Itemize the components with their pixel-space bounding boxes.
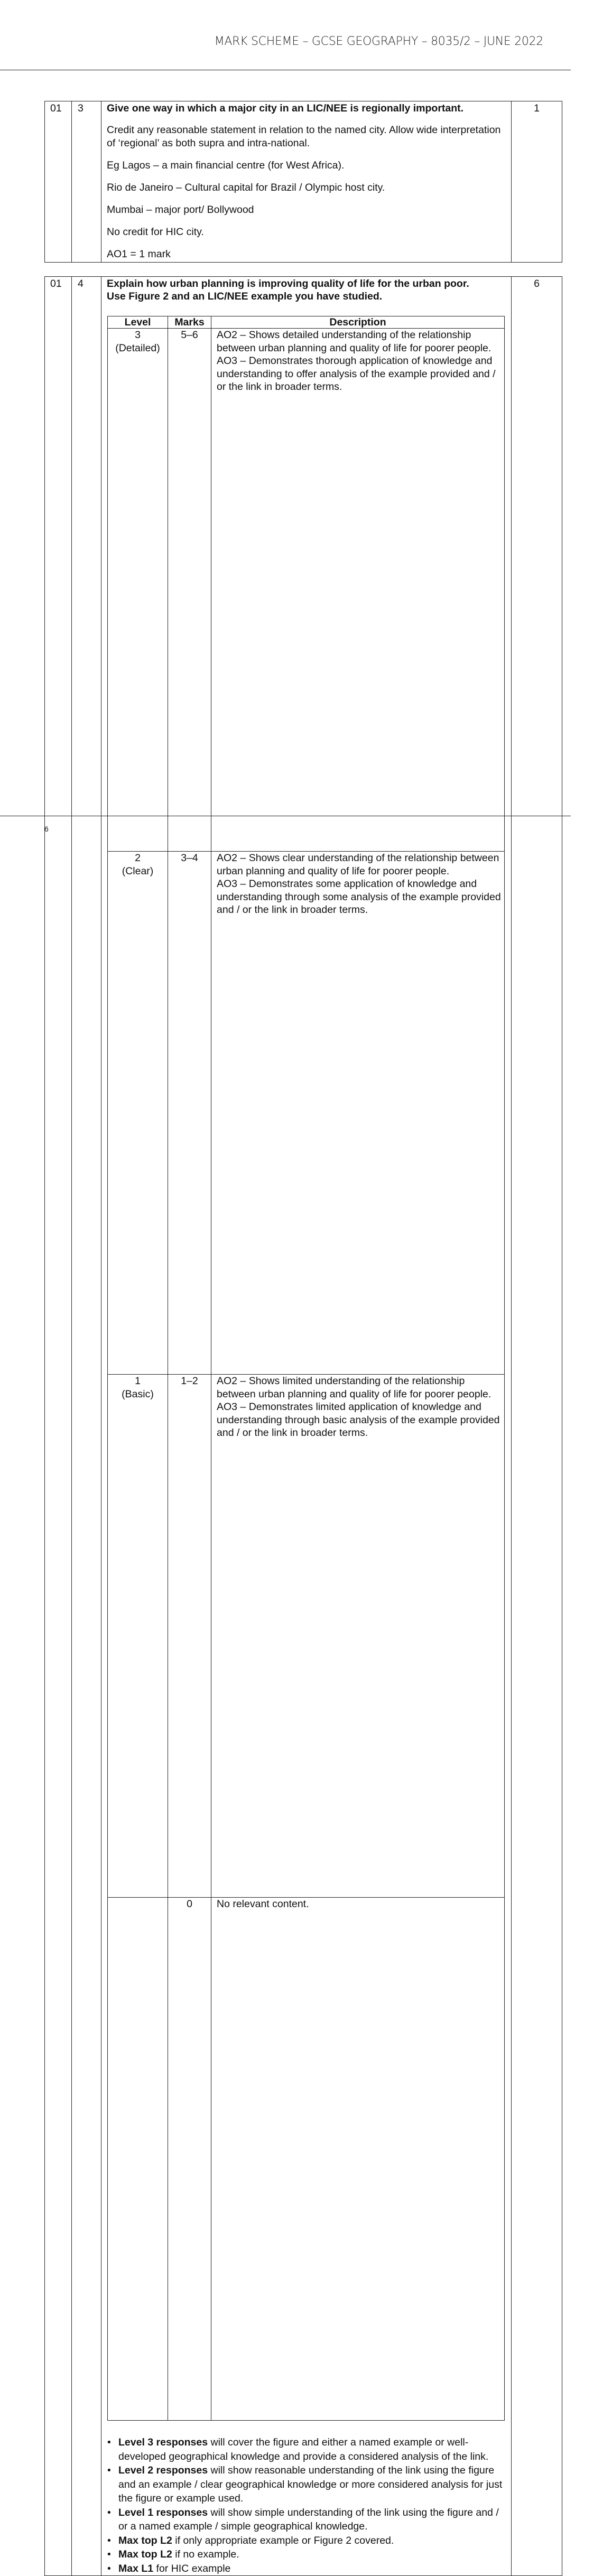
level-row-0 [108,1898,505,2421]
marking-note [107,2463,506,2506]
marking-note [107,2547,506,2562]
example-mumbai: Mumbai – major port/ Bollywood [107,204,254,216]
no-credit-note: No credit for HIC city. [107,226,204,238]
question-01-3-table [44,101,562,263]
level-ao3: AO3 – Demonstrates thorough application of knowledge and understanding to offer analysis of the example provided and / or the link in broader terms. [217,355,496,393]
marking-note [107,2506,506,2534]
question-marks: 1 [512,101,562,263]
level-marks: 5–6 [168,329,211,852]
header-description: Description [211,316,505,329]
level-row-1 [108,1375,505,1898]
question-title: Give one way in which a major city in an LIC/NEE is regionally important. [107,102,464,114]
level-ao2: AO2 – Shows limited understanding of the relationship between urban planning and quality of life for poorer people. [217,1375,492,1400]
page-number: 6 [44,825,49,833]
question-number: 01 [45,101,72,263]
header-marks: Marks [168,316,211,329]
marking-note [107,2435,506,2463]
bullet-icon: • [107,2534,111,2546]
note-emphasis: Max top L2 [118,2549,172,2560]
question-body [101,277,512,2576]
note-emphasis: Level 2 responses [118,2465,208,2476]
bullet-icon: • [107,2465,111,2476]
header-level: Level [108,316,168,329]
level-name: (Detailed) [115,342,160,354]
marking-note [107,2534,506,2548]
question-part: 4 [72,277,101,2576]
note-emphasis: Level 1 responses [118,2506,208,2518]
level-number [108,1898,168,2421]
level-marks: 0 [168,1898,211,2421]
question-body [101,101,512,263]
question-part: 3 [72,101,101,263]
marking-notes-list [107,2435,506,2575]
levels-of-response-table [107,316,505,2421]
note-text: will show reasonable understanding of the link using the figure and an example / clear geographical knowledge or more considered analysis for just the figure or example used. [118,2465,503,2504]
note-text: if no example. [172,2549,239,2560]
level-description: No relevant content. [211,1898,505,2421]
note-emphasis: Max top L2 [118,2534,172,2546]
note-emphasis: Level 3 responses [118,2437,208,2448]
level-ao2: AO2 – Shows detailed understanding of the relationship between urban planning and quality of life for poorer people. [217,329,492,354]
document-header-title: MARK SCHEME – GCSE GEOGRAPHY – 8035/2 – JUNE 2022 [214,35,543,48]
example-lagos: Eg Lagos – a main financial centre (for West Africa). [107,160,345,171]
question-title-line-1: Explain how urban planning is improving quality of life for the urban poor. [107,278,469,290]
bullet-icon: • [107,2562,111,2574]
guidance-paragraph: Credit any reasonable statement in relation to the named city. Allow wide interpretation of ‘regional’ as both supra and intra-national. [107,124,501,149]
note-text: if only appropriate example or Figure 2 covered. [172,2534,394,2546]
assessment-objective: AO1 = 1 mark [107,248,171,260]
level-marks: 3–4 [168,852,211,1375]
level-row-2 [108,852,505,1375]
level-ao3: AO3 – Demonstrates some application of knowledge and understanding through some analysis of the example provided and / or the link in broader terms. [217,878,501,916]
bullet-icon: • [107,2506,111,2518]
question-number: 01 [45,277,72,2576]
note-text: for HIC example [153,2562,231,2574]
bullet-icon: • [107,2437,111,2448]
question-title [107,277,506,303]
level-name: (Clear) [122,865,154,877]
level-number: 1 [135,1375,141,1387]
example-rio: Rio de Janeiro – Cultural capital for Brazil / Olympic host city. [107,182,385,193]
level-ao3: AO3 – Demonstrates limited application of knowledge and understanding through basic analysis of the example provided and / or the link in broader terms. [217,1401,500,1439]
level-number: 2 [135,852,141,864]
level-row-3 [108,329,505,852]
note-text: will cover the figure and either a named example or well-developed geographical knowledge and provide a considered analysis of the link. [118,2437,489,2462]
note-text: will show simple understanding of the link using the figure and / or a named example / simple geographical knowledge. [118,2506,499,2532]
levels-table-header [108,316,505,329]
note-emphasis: Max L1 [118,2562,154,2574]
level-number: 3 [135,329,141,341]
marking-note [107,2562,506,2576]
level-marks: 1–2 [168,1375,211,1898]
bullet-icon: • [107,2549,111,2560]
question-01-4-table [44,276,562,2576]
question-title-line-2: Use Figure 2 and an LIC/NEE example you have studied. [107,291,383,302]
level-name: (Basic) [122,1388,154,1400]
level-ao2: AO2 – Shows clear understanding of the relationship between urban planning and quality of life for poorer people. [217,852,499,877]
question-marks: 6 [512,277,562,2576]
